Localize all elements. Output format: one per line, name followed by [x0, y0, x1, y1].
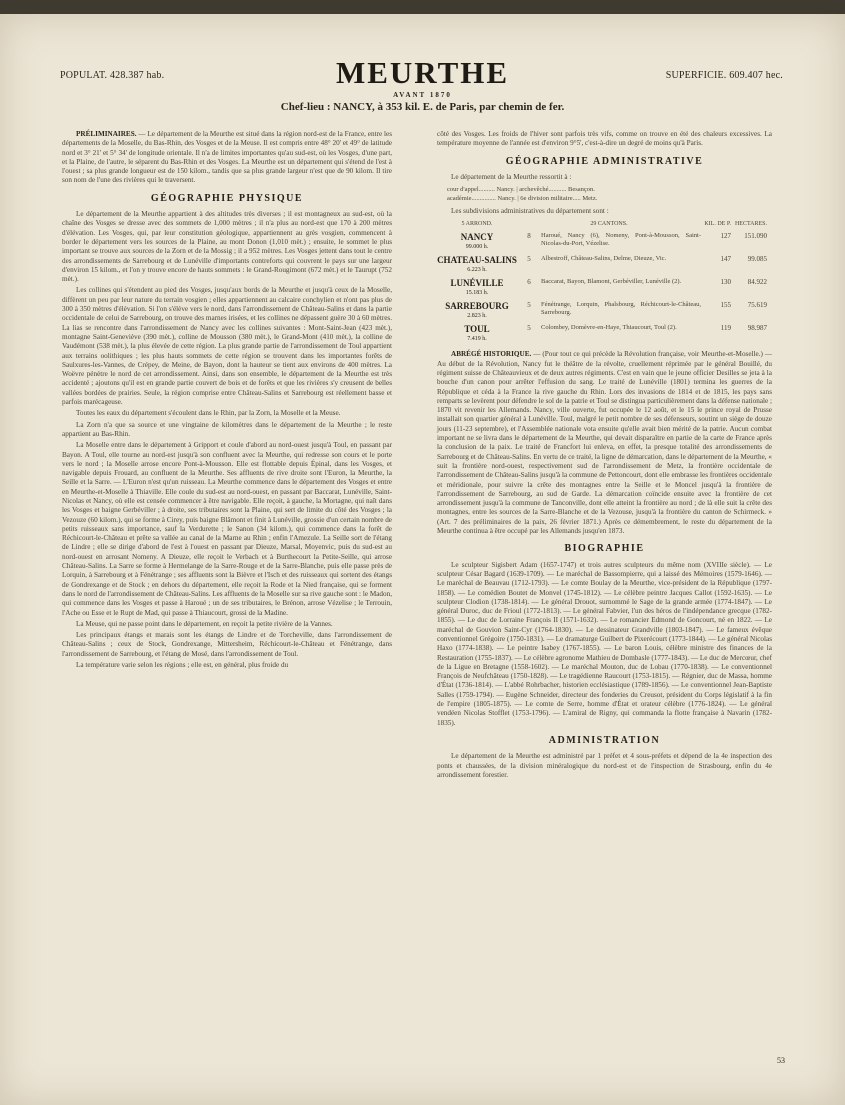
arr-canton-count: 5	[527, 301, 531, 310]
chef-lieu-line: Chef-lieu : NANCY, à 353 kil. E. de Paris, par chemin de fer.	[280, 101, 565, 113]
page-number: 53	[777, 1056, 785, 1065]
arr-hectares: 151.090	[744, 232, 767, 241]
geo-physique-p3: Toutes les eaux du département s'écoulent dans le Rhin, par la Zorn, la Moselle et la Meuse.	[76, 409, 341, 418]
admin-intro: Le département de la Meurthe ressortit à :	[451, 172, 572, 181]
arr-pop: 99.000 h.	[465, 244, 489, 251]
population-header: POPULAT. 428.387 hab.	[60, 70, 165, 81]
arr-km: 130	[720, 278, 731, 287]
arr-hectares: 75.619	[747, 301, 767, 310]
arr-name	[437, 255, 517, 275]
geo-physique-p5: La Moselle entre dans le département à Gripport et coule d'abord au nord-ouest jusqu'à Toul, en passant par Bayon. A Toul, elle tourne au nord-est jusqu'à son confluent avec la Meurthe, qui redresse son cours et le porte vers le nord ; la Moselle arrose encore Pont-à-Mousson. Elle est flottable depuis Épinal, dans les Vosges, et navigable depuis Frouard, au confluent de la Meurthe. Ses affluents de rive droite sont l'Euron, la Meurthe, la Seille et la Sarre. — L'Euron n'est qu'un ruisseau. La Meurthe commence dans le département des Vosges et entre en Meurthe-et-Moselle à Thiaville. Elle coule du sud-est au nord-ouest, en passant par Baccarat, Lunéville, Saint-Nicolas et Nancy, où elle est censée commencer à être navigable. Elle reçoit, à gauche, la Mortagne, qui naît dans les Vosges et baigne Gerbéviller ; à droite, ses tributaires sont la Plaine, qui sert de limite du côté des Vosges ; la Vezouze (60 kilom.), qui se forme à Cirey, puis baigne Blâmont et finit à Lunéville, grossie d'un certain nombre de petits ruisseaux sans importance, sauf la Verdurette ; le Sanon (34 kilom.), qui commence dans la forêt de Réchicourt-le-Château et prête sa vallée au canal de la Marne au Rhin ; enfin l'Amezule. La Seille sort de l'étang de Lindre ; elle se dirige d'abord de l'est à l'ouest en passant par Dieuze, Marsal, Moyenvic, puis du sud-est au nord-ouest en arrosant Nomeny. A Dieuze, elle reçoit le Verbach et à Burthecourt la Petite-Seille, qui arrose Château-Salins. La Sarre se forme à Hermelange de la Sarre-Rouge et de la Sarre-Blanche, puis elle passe près de Lorquin, à Sarrebourg et à Fénétrange ; ses affluents sont la Bièvre et l'Isch et des ruisseaux qui sortent des étangs de Gondrexange et de Stock ; en dehors du département, elle reçoit la Rode et la Nied française, qui se forment dans le nord de l'arrondissement de Château-Salins. Les affluents de la Moselle sur sa rive gauche sont : le Madon, qui commence dans les Vosges et passe à Haroué ; un de ses tributaires, le Brénon, arrose Vézelise ; le Terrouin, l'Ache ou Esse et le Rupt de Mad, qui passe à Thiaucourt, grossi de la Madine.	[62, 441, 392, 617]
arr-canton-count: 6	[527, 278, 531, 287]
arrondissement-row	[437, 324, 772, 344]
geo-physique-p7: Les principaux étangs et marais sont les étangs de Lindre et de Torcheville, dans l'arrondissement de Château-Salins ; ceux de Stock, Gondrexange, Mittersheim, Réchicourt-le-Château et Fénétrange, dans l'arrondissement de Sarrebourg, et l'étang de Mosé, dans l'arrondissement de Toul.	[62, 631, 392, 658]
biographie-text: Le sculpteur Sigisbert Adam (1657-1747) et trois autres sculpteurs du même nom (XVIIIe siècle). — Le sculpteur César Bagard (1639-1709). — Le maréchal de Bassompierre, qui a laissé des Mémoires (1579-1646). — Le maréchal de Beauvau (1712-1793). — Le comte Boulay de la Meurthe, vice-président de la République (1797-1858). — Le comédien Boutet de Monvel (1745-1812). — Le célèbre peintre Jacques Callot (1592-1635). — Le sculpteur Clodion (1738-1814). — Le général Drouot, surnommé le Sage de la grande armée (1774-1847). — Le général Duroc, duc de Frioul (1772-1813). — Le général Fabvier, l'un des héros de l'indépendance grecque (1782-1855). — Le duc de Lorraine François II (1571-1632). — Le romancier Edmond de Goncourt, né en 1822. — Le maréchal de Gouvion Saint-Cyr (1764-1830). — Le dessinateur Grandville (1803-1847). — Le fameux évêque conventionnel Grégoire (1750-1831). — Le dramaturge Guilbert de Pixerécourt (1773-1844). — Le général Nicolas Haxo (1774-1838). — Le peintre Isabey (1767-1855). — Le baron Louis, célèbre ministre des finances de la Restauration (1755-1837). — Le célèbre agronome Mathieu de Dombasle (1777-1843). — Le duc de Mercœur, chef de la Ligue en Bretagne (1558-1602). — Le maréchal Mouton, duc de Lobau (1770-1838). — Le conventionnel François de Neufchâteau (1750-1828). — Le tragédienne Raucourt (1753-1815). — Régnier, duc de Massa, homme d'État (1736-1814). — L'abbé Rohrbacher, historien ecclésiastique (1789-1856). — Le conventionnel Jean-Baptiste Salles (1759-1794). — Eugène Schneider, directeur des fonderies du Creusot, président du Corps législatif à la fin de l'empire (1805-1875). — Le comte de Serre, homme d'État et orateur célèbre (1776-1824). — Le général vendéen Nicolas Stofflet (1753-1796). — L'amiral de Rigny, qui commanda la flotte française à Navarin (1782-1835).	[437, 560, 773, 727]
arr-km: 147	[720, 255, 731, 264]
preliminaires-text: — Le département de la Meurthe est situé dans la région nord-est de la France, entre les départements de la Moselle, du Bas-Rhin, des Vosges et de la Meuse. Il est compris entre 48° 20' et 49° de latitude nord et 3° 21' et 5° 34' de longitude orientale. Il n'a de limites importantes qu'au sud-est, où les Vosges, d'une part, et la Plaine, de l'autre, le séparent du Bas-Rhin et des Vosges. La Meurthe est un département qui s'étend de l'est à l'ouest ; sa plus grande longueur est de 150 kilom., tandis que sa plus grande largeur n'est que de 90 kilom. Il tire son nom de l'une des rivières qui le traversent.	[62, 130, 393, 185]
arr-canton-list: Baccarat, Bayon, Blamont, Gerbéviller, Lunéville (2).	[541, 278, 682, 286]
arrondissements-header	[437, 220, 772, 229]
arrondissement-row	[437, 232, 772, 252]
geo-physique-p1: Le département de la Meurthe appartient à des altitudes très diverses ; il est montagneux au sud-est, où la chaîne des Vosges se dresse avec des sommets de 1,000 mètres ; il n'a plus au nord-est que 170 à 200 mètres d'élévation. Les Vosges, qui, par leur constitution géologique, appartiennent au grès vosgien, commencent à border le département vers les sources de la Plaine, au mont Donon (1,010 mèt.) ; ensuite, le sommet le plus important se trouve aux sources de la Zorn et de la Mossig ; il a 952 mètres. Les Vosges jettent dans tout le centre des arrondissements de Sarrebourg et de Lunéville d'importants contreforts qui couvrent le pays sur une largeur d'environ 15 kilom., et l'on y trouve encore de hauts sommets : le Grand-Rougimont (672 mèt.) et le Taurupt (752 mèt.).	[62, 210, 392, 284]
arr-header-km: KIL. DE P.	[704, 221, 731, 228]
arr-canton-list: Haroué, Nancy (6), Nomeny, Pont-à-Mousson, Saint-Nicolas-du-Port, Vézelise.	[541, 232, 701, 248]
page-title: MEURTHE	[335, 55, 510, 90]
admin-ressort-row: cour d'appel.......... Nancy. | archevêché........... Besançon.	[447, 186, 595, 194]
superficie-header: SUPERFICIE. 609.407 hec.	[665, 70, 783, 81]
geo-physique-p4: La Zorn n'a que sa source et une vingtaine de kilomètres dans le département de la Meurthe ; le reste appartient au Bas-Rhin.	[62, 420, 392, 438]
page-subtitle: AVANT 1870	[393, 91, 452, 99]
geographie-administrative-heading: GÉOGRAPHIE ADMINISTRATIVE	[505, 155, 704, 167]
arrondissement-row	[437, 301, 772, 321]
arr-pop: 6.223 h.	[467, 267, 487, 274]
administration-text: Le département de la Meurthe est administré par 1 préfet et 4 sous-préfets et dépend de la 4e inspection des ponts et chaussées, de la division minéralogique du nord-est et de l'inspection de Strasbourg, enfin du 4e arrondissement forestier.	[437, 752, 772, 779]
preliminaires-paragraph	[62, 130, 392, 186]
arr-canton-list: Albestroff, Château-Salins, Delme, Dieuze, Vic.	[541, 255, 667, 263]
arr-canton-count: 5	[527, 255, 531, 264]
arr-canton-list: Colombey, Domèvre-en-Haye, Thiaucourt, Toul (2).	[541, 324, 677, 332]
abrege-historique-lead: ABRÉGÉ HISTORIQUE.	[451, 350, 532, 359]
administration-heading: ADMINISTRATION	[548, 734, 661, 746]
abrege-historique-text: — (Pour tout ce qui précède la Révolution française, voir Meurthe-et-Moselle.) — Au début de la Révolution, Nancy fut le théâtre de la révolte, cruellement réprimée par le général Bouillé, du régiment suisse de Châteauvieux et de deux autres régiments. C'est en vain que le jeune officier Desilles se jeta à la bouche d'un canon pour arrêter l'effusion du sang. Le traité de Lunéville (1801) termina les guerres de la République et céda à la France la rive gauche du Rhin. Lors des invasions de 1814 et de 1815, les pays sans remparts se levèrent pour défendre le sol de la patrie et Toul se distingua particulièrement dans la défense nationale ; 1870 vit revenir les Allemands. Nancy, ville ouverte, fut occupée le 12 août, et le 15 le prince royal de Prusse installait son quartier général à Lunéville. Toul, malgré le petit nombre de ses défenseurs, soutint un siège de douze jours (11-23 septembre), et l'Assemblée nationale vota ensuite qu'elle avait bien mérité de la patrie. Aucun combat important ne se livra dans le département de la Meurthe, qui devait disparaître en partie de la carte de France après la conclusion de la paix. Le traité de Francfort lui enleva, en effet, la presque totalité des arrondissements de Sarrebourg et de Château-Salins. En vertu de ce traité, la ligne de démarcation, dans le département de la Meurthe, « suit la frontière nord-ouest, respectivement sud de l'arrondissement de Metz, la frontière occidentale de l'arrondissement de Château-Salins jusqu'à la commune de Pettoncourt, dont elle embrasse les frontières occidentale et méridionale, pour suivre la crête des montagnes entre la Seille et le Moncel jusqu'à la frontière de l'arrondissement de Sarrebourg, au sud de Garde. La démarcation coïncide ensuite avec la frontière de cet arrondissement jusqu'à la commune de Tanconville, dont elle atteint la frontière au nord ; de là elle suit la crête des montagnes, entre les sources de la Sarre-Blanche et de la Vezouse, jusqu'à la frontière du canton de Schirmeck. » (Art. 7 des préliminaires de la paix, 26 février 1871.) Après ce démembrement, le reste du département de la Meurthe continua à être occupé par les Allemands jusqu'en 1873.	[437, 350, 773, 536]
geographie-physique-heading: GÉOGRAPHIE PHYSIQUE	[150, 192, 304, 204]
arr-hectares: 98.987	[747, 324, 767, 333]
arr-name	[437, 324, 517, 344]
arr-pop: 7.419 h.	[467, 336, 487, 343]
biographie-heading: BIOGRAPHIE	[564, 543, 645, 555]
arr-name-text: NANCY	[460, 232, 494, 243]
arr-name	[437, 301, 517, 321]
arr-header-ha: HECTARES.	[734, 221, 767, 228]
climat-continuation: côté des Vosges. Les froids de l'hiver sont parfois très vifs, comme on trouve en été des chaleurs excessives. La température moyenne de l'année est d'environ 9°5', c'est-à-dire un degré de moins qu'à Paris.	[437, 130, 772, 148]
abrege-historique-paragraph	[437, 350, 772, 536]
arr-canton-list: Fénétrange, Lorquin, Phalsbourg, Réchicourt-le-Château, Sarrebourg.	[541, 301, 701, 317]
subdivisions-intro: Les subdivisions administratives du département sont :	[451, 206, 609, 215]
left-column	[62, 130, 392, 672]
arr-hectares: 99.085	[747, 255, 767, 264]
arr-name	[437, 232, 517, 252]
arr-pop: 2.823 h.	[467, 313, 487, 320]
arrondissements-table	[437, 220, 772, 344]
geo-physique-p8: La température varie selon les régions ; elle est, en général, plus froide du	[76, 661, 289, 670]
arr-canton-count: 5	[527, 324, 531, 333]
geo-physique-p2: Les collines qui s'étendent au pied des Vosges, jusqu'aux bords de la Meurthe et jusqu'à ceux de la Moselle, diffèrent un peu par leur nature du terrain vosgien ; elles appartiennent au calcaire conchylien et n'ont pas plus de 300 à 350 mètres d'élévation. Si l'on s'élève vers le nord, dans l'arrondissement de Château-Salins et dans la partie occidentale de celui de Sarrebourg, on trouve des marnes irisées, et les collines ne dépassent guère 30 à 60 mètres. La lias se rencontre dans l'arrondissement de Nancy avec les collines suivantes : Mont-Saint-Jean (423 mèt.), montagne Saint-Geneviève (390 mèt.), colline de Mousson (380 mèt.), le Grand-Mont (410 mèt.), la colline de Vaudémont (538 mèt.), la plus élevée de cette région. La plus grande partie de l'arrondissement de Toul appartient aux terrains oolithiques ; les plus hauts sommets de cette région se trouvent dans les importantes forêts de Saulxures-les-Vannes, de Crépey, de Meine, de Bayon, dont la hauteur se tient aux environs de 400 mètres. La Woëvre pénètre le nord de cet arrondissement. Ainsi, dans son ensemble, le département de la Meurthe est très accidenté ; ajoutons qu'il est en grande partie couvert de bois et de forêts et que les rivières s'y creusent de belles vallées bordées de prairies. Seule, la région comprise entre Château-Salins et Sarrebourg est réellement basse et parfois marécageuse.	[62, 286, 392, 407]
arr-km: 127	[720, 232, 731, 241]
geo-physique-p6: La Meuse, qui ne passe point dans le département, en reçoit la petite rivière de la Vannes.	[76, 619, 333, 628]
arr-name-text: LUNÉVILLE	[450, 278, 504, 289]
arr-canton-count: 8	[527, 232, 531, 241]
admin-ressort-table	[447, 185, 772, 204]
arr-name-text: SARREBOURG	[445, 301, 509, 312]
arrondissement-row	[437, 278, 772, 298]
arr-header-cantons: 29 CANTONS.	[590, 221, 628, 228]
right-column	[437, 130, 772, 782]
arr-name	[437, 278, 517, 298]
arr-name-text: TOUL	[464, 324, 490, 335]
arr-name-text: CHATEAU-SALINS	[437, 255, 517, 266]
arr-km: 119	[720, 324, 731, 333]
arr-km: 155	[720, 301, 731, 310]
arrondissement-row	[437, 255, 772, 275]
admin-ressort-row: académie............... Nancy. | 6e division militaire..... Metz.	[447, 195, 598, 203]
arr-header-arrond: 5 ARROND.	[461, 221, 493, 228]
arr-pop: 15.183 h.	[465, 290, 489, 297]
preliminaires-lead: PRÉLIMINAIRES.	[76, 130, 137, 138]
arr-hectares: 84.922	[747, 278, 767, 287]
